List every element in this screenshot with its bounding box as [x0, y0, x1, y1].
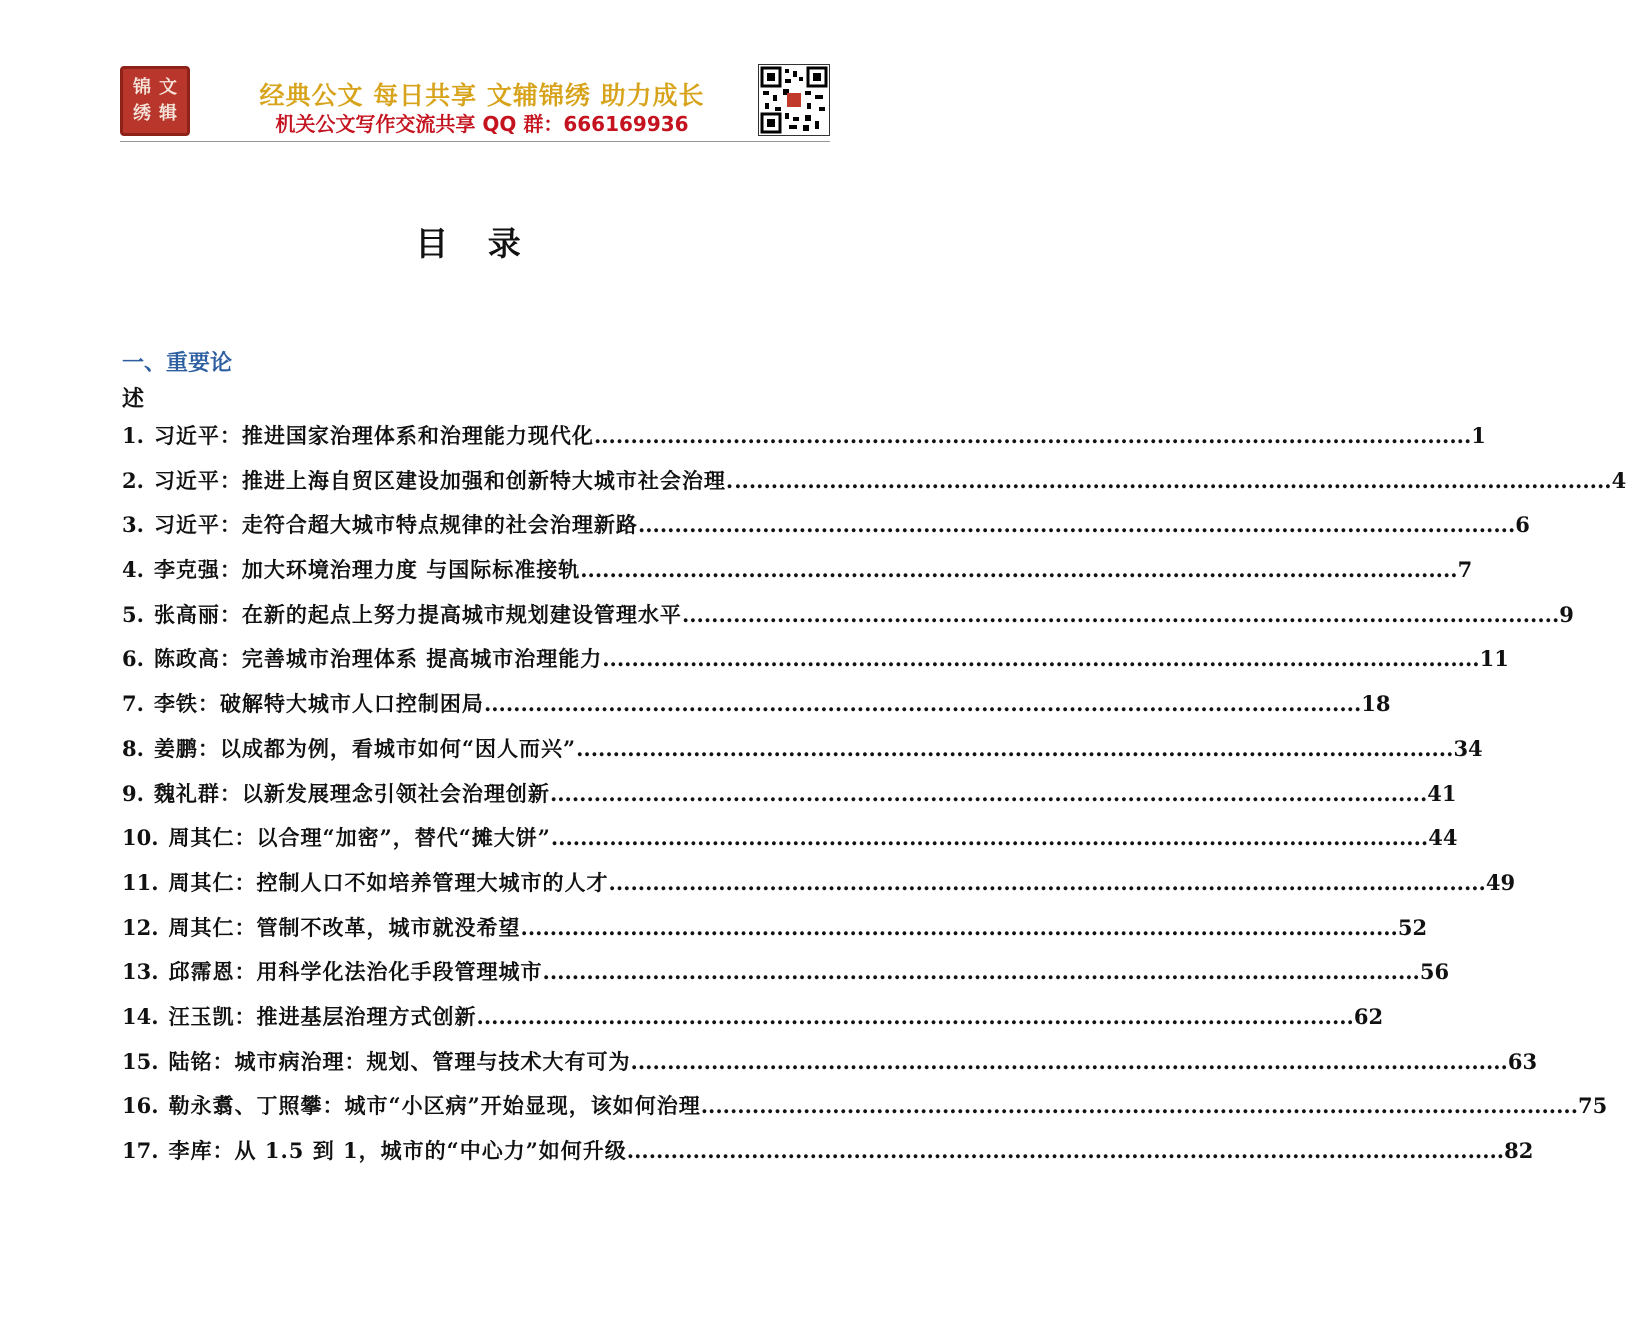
toc-number: 13.	[122, 959, 159, 985]
toc-page: 4	[1611, 467, 1626, 493]
seal-logo	[120, 66, 190, 136]
toc-number: 11.	[122, 869, 159, 895]
toc-page: 18	[1361, 691, 1391, 717]
toc-number: 17.	[122, 1138, 159, 1163]
toc-page: 82	[1504, 1138, 1534, 1163]
toc-page: 62	[1353, 1003, 1384, 1029]
toc-page: 49	[1485, 869, 1516, 895]
toc-leader	[631, 1049, 1508, 1074]
toc-number: 2.	[122, 467, 144, 493]
toc-text: 习近平：走符合超大城市特点规律的社会治理新路	[153, 512, 638, 538]
toc-number: 5.	[122, 601, 144, 627]
document-header	[120, 64, 830, 140]
toc-entry[interactable]	[122, 420, 1486, 465]
toc-text: 周其仁：管制不改革，城市就没希望	[168, 914, 521, 940]
toc-number: 14.	[122, 1003, 159, 1029]
seal-char: 文	[159, 77, 177, 98]
toc-page: 41	[1427, 780, 1457, 806]
seal-char: 锦	[133, 77, 151, 98]
toc-leader	[550, 781, 1427, 806]
toc-text: 习近平：推进国家治理体系和治理能力现代化	[153, 423, 594, 448]
section-heading-line1: 一、重要论	[122, 351, 233, 376]
toc-entry[interactable]	[122, 465, 1626, 510]
toc-number: 10.	[122, 825, 159, 851]
toc-text: 周其仁：以合理“加密”，替代“摊大饼”	[168, 825, 551, 851]
header-qq-line: 机关公文写作交流共享 QQ 群：666169936	[275, 112, 689, 136]
toc-text: 陈政高：完善城市治理体系 提高城市治理能力	[153, 646, 603, 672]
toc-number: 7.	[122, 691, 144, 717]
toc-leader	[521, 915, 1398, 940]
header-slogan: 经典公文 每日共享 文辅锦绣 助力成长	[259, 81, 705, 110]
toc-page: 63	[1507, 1048, 1538, 1074]
toc-text: 勒永翥、丁照攀：城市“小区病”开始显现，该如何治理	[168, 1093, 701, 1119]
toc-leader	[638, 512, 1515, 537]
page-title: 目 录	[415, 224, 535, 263]
toc-text: 习近平：推进上海自贸区建设加强和创新特大城市社会治理.	[153, 467, 735, 493]
toc-text: 周其仁：控制人口不如培养管理大城市的人才	[168, 869, 609, 895]
toc-text: 张高丽：在新的起点上努力提高城市规划建设管理水平	[153, 601, 682, 627]
toc-leader	[580, 557, 1457, 582]
toc-leader	[701, 1093, 1578, 1118]
toc-number: 9.	[122, 780, 144, 806]
toc-number: 12.	[122, 914, 159, 940]
toc-entry[interactable]	[122, 1090, 1608, 1135]
toc-leader	[602, 646, 1479, 671]
toc-leader	[594, 423, 1471, 448]
toc-page: 52	[1397, 914, 1428, 940]
toc-entry[interactable]	[122, 643, 1509, 688]
toc-entry[interactable]	[122, 554, 1473, 599]
section-heading-line2: 述	[122, 387, 145, 412]
toc-leader	[551, 825, 1428, 850]
toc-page: 1	[1471, 423, 1486, 448]
toc-number: 6.	[122, 646, 144, 672]
toc-number: 8.	[122, 735, 144, 761]
toc-page: 34	[1453, 735, 1483, 761]
header-divider	[120, 141, 830, 142]
toc-text: 邱霈恩：用科学化法治化手段管理城市	[168, 959, 543, 985]
toc-page: 44	[1428, 825, 1458, 851]
toc-entry[interactable]	[122, 822, 1458, 867]
seal-char: 绣	[133, 103, 151, 124]
toc-text: 汪玉凯：推进基层治理方式创新	[168, 1003, 477, 1029]
seal-char: 辑	[159, 103, 177, 124]
toc-entry[interactable]	[122, 599, 1574, 644]
toc-text: 李库：从 1.5 到 1，城市的“中心力”如何升级	[168, 1138, 627, 1163]
toc-text: 魏礼群：以新发展理念引领社会治理创新	[153, 780, 550, 806]
toc-entry[interactable]	[122, 688, 1391, 733]
toc-entry[interactable]	[122, 1001, 1384, 1046]
qr-code-icon	[758, 64, 830, 136]
toc-entry[interactable]	[122, 733, 1483, 778]
toc-entry[interactable]	[122, 867, 1516, 912]
toc-number: 1.	[122, 423, 144, 448]
toc-leader	[627, 1138, 1504, 1163]
toc-leader	[734, 468, 1611, 493]
toc-number: 16.	[122, 1093, 159, 1119]
toc-leader	[576, 736, 1453, 761]
toc-page: 56	[1419, 959, 1450, 985]
toc-number: 15.	[122, 1048, 159, 1074]
toc-entry[interactable]	[122, 778, 1457, 823]
toc-leader	[543, 959, 1420, 984]
toc-number: 3.	[122, 512, 144, 538]
toc-entry[interactable]	[122, 956, 1450, 1001]
section-heading	[122, 346, 262, 418]
toc-page: 75	[1578, 1093, 1608, 1119]
toc-page: 6	[1515, 512, 1530, 538]
toc-page: 9	[1559, 601, 1574, 627]
toc-entry[interactable]	[122, 1046, 1538, 1091]
toc-text: 陆铭：城市病治理：规划、管理与技术大有可为	[168, 1048, 631, 1074]
toc-entry[interactable]	[122, 1135, 1534, 1180]
toc-list	[122, 420, 1626, 1180]
toc-entry[interactable]	[122, 509, 1530, 554]
toc-number: 4.	[122, 557, 144, 583]
toc-text: 李铁：破解特大城市人口控制困局	[153, 691, 484, 717]
toc-leader	[477, 1004, 1354, 1029]
toc-text: 李克强：加大环境治理力度 与国际标准接轨	[153, 557, 581, 583]
toc-page: 7	[1457, 557, 1473, 583]
toc-entry[interactable]	[122, 912, 1428, 957]
toc-leader	[682, 602, 1559, 627]
toc-page: 11	[1479, 646, 1509, 672]
toc-text: 姜鹏：以成都为例，看城市如何“因人而兴”	[153, 735, 577, 761]
toc-leader	[484, 691, 1361, 716]
toc-leader	[609, 870, 1486, 895]
